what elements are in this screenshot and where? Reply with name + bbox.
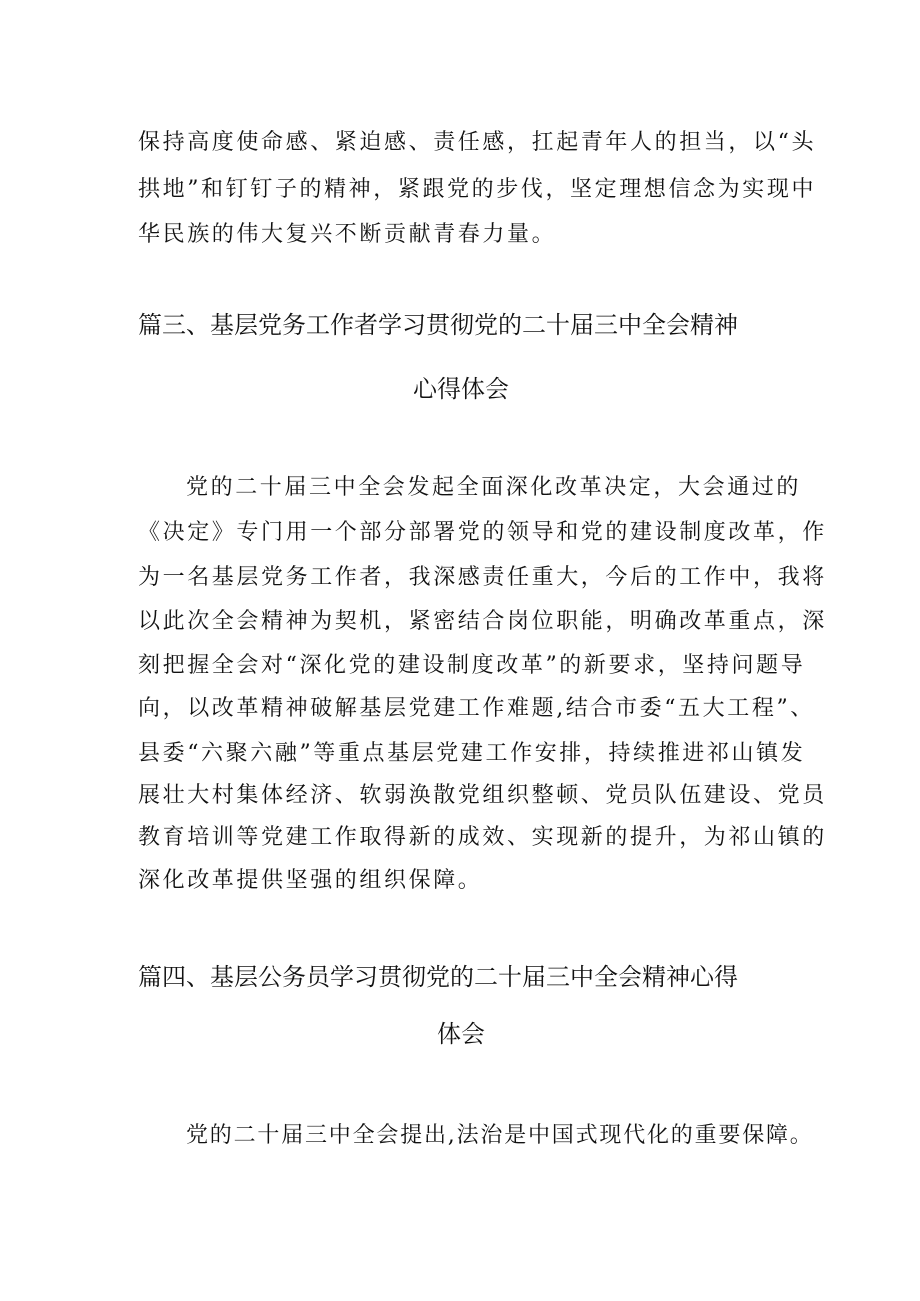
paragraph-line: 展壮大村集体经济、软弱涣散党组织整顿、党员队伍建设、党员 [138, 783, 827, 808]
paragraph-line: 向，以改革精神破解基层党建工作难题,结合市委“五大工程”、 [138, 696, 815, 721]
paragraph-line: 县委“六聚六融”等重点基层党建工作安排，持续推进祁山镇发 [138, 741, 806, 766]
paragraph-line: 以此次全会精神为契机，紧密结合岗位职能，明确改革重点，深 [138, 609, 827, 634]
section4-title-line1: 篇四、基层公务员学习贯彻党的二十届三中全会精神心得 [138, 963, 738, 991]
paragraph-line: 华民族的伟大复兴不断贡献青春力量。 [138, 222, 557, 247]
section3-title-line2: 心得体会 [413, 375, 509, 403]
paragraph-line: 保持高度使命感、紧迫感、责任感，扛起青年人的担当，以“头 [138, 130, 817, 155]
paragraph-line: 教育培训等党建工作取得新的成效、实现新的提升，为祁山镇的 [138, 825, 827, 850]
paragraph-line: 党的二十届三中全会提出,法治是中国式现代化的重要保障。 [186, 1123, 814, 1148]
paragraph-line: 为一名基层党务工作者，我深感责任重大，今后的工作中，我将 [138, 565, 827, 590]
paragraph-line: 深化改革提供坚强的组织保障。 [138, 868, 483, 893]
paragraph-line: 拱地”和钉钉子的精神，紧跟党的步伐，坚定理想信念为实现中 [138, 177, 817, 202]
paragraph-line: 刻把握全会对“深化党的建设制度改革”的新要求，坚持问题导 [138, 653, 806, 678]
section3-title-line1: 篇三、基层党务工作者学习贯彻党的二十届三中全会精神 [138, 311, 738, 339]
section4-title-line2: 体会 [437, 1020, 485, 1048]
paragraph-line: 《决定》专门用一个部分部署党的领导和党的建设制度改革，作 [138, 520, 827, 545]
paragraph-line: 党的二十届三中全会发起全面深化改革决定，大会通过的 [186, 475, 802, 500]
